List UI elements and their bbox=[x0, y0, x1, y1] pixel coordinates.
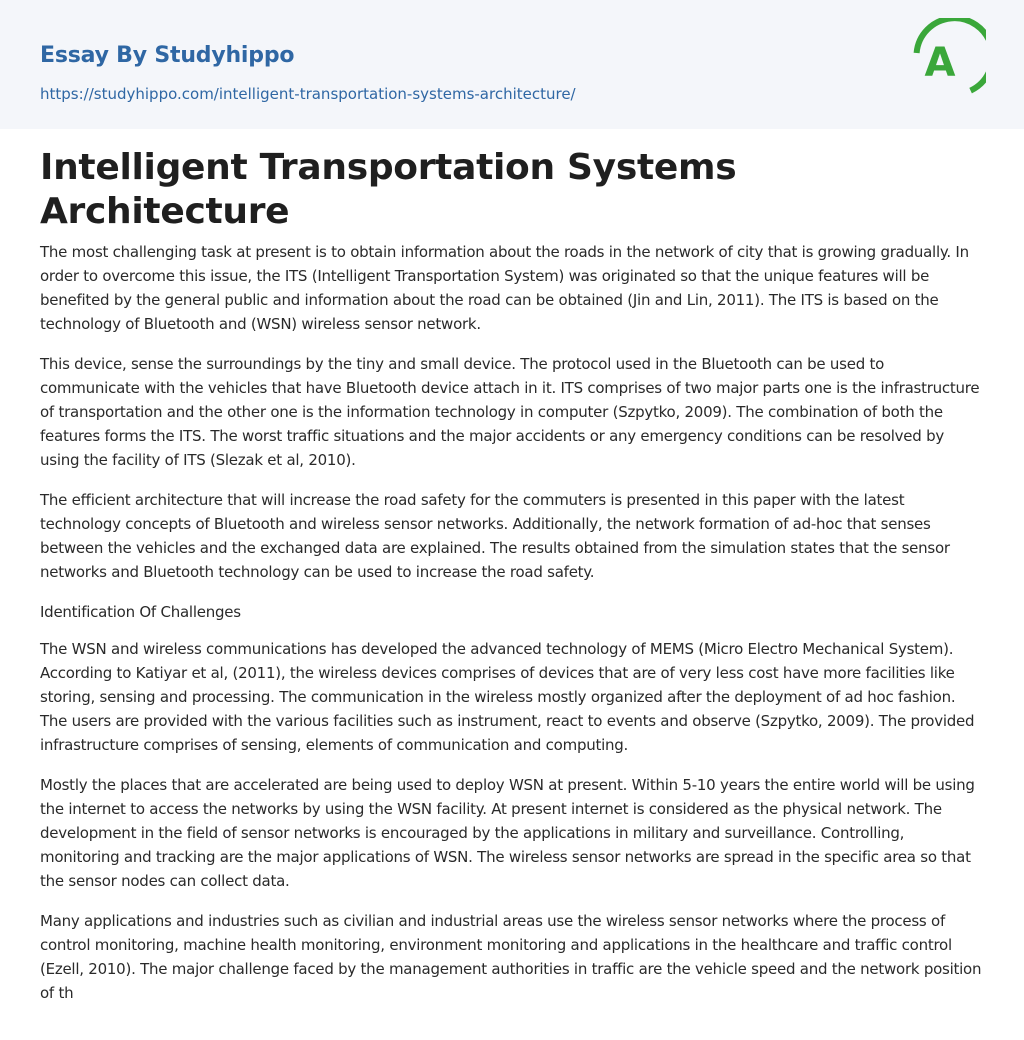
site-brand[interactable]: Essay By Studyhippo bbox=[40, 43, 295, 68]
page-title: Intelligent Transportation Systems Architecture bbox=[40, 147, 737, 232]
article-body bbox=[40, 146, 984, 1021]
site-header bbox=[0, 0, 1024, 129]
paragraph-6: Many applications and industries such as civilian and industrial areas use the wireless sensor networks where the process of control monitoring, machine health monitoring, environment monitoring and applications in the healthcare and traffic control (Ezell, 2010). The major challenge faced by the management authorities in traffic are the vehicle speed and the network position of th bbox=[40, 912, 982, 1002]
paragraph-2: This device, sense the surroundings by the tiny and small device. The protocol used in the Bluetooth can be used to communicate with the vehicles that have Bluetooth device attach in it. ITS comprises of two major parts one is the infrastructure of transportation and the other one is the information technology in computer (Szpytko, 2009). The combination of both the features forms the ITS. The worst traffic situations and the major accidents or any emergency conditions can be resolved by using the facility of ITS (Slezak et al, 2010). bbox=[40, 355, 980, 469]
section-heading: Identification Of Challenges bbox=[40, 603, 241, 621]
paragraph-4: The WSN and wireless communications has developed the advanced technology of MEMS (Micro Electro Mechanical System). According to Katiyar et al, (2011), the wireless devices comprises of devices that are of very less cost have more facilities like storing, sensing and processing. The communication in the wireless mostly organized after the deployment of ad hoc fashion. The users are provided with the various facilities such as instrument, react to events and observe (Szpytko, 2009). The provided infrastructure comprises of sensing, elements of communication and computing. bbox=[40, 640, 975, 754]
studyhippo-logo-icon[interactable] bbox=[912, 18, 986, 106]
source-url-link[interactable]: https://studyhippo.com/intelligent-transportation-systems-architecture/ bbox=[40, 85, 576, 103]
logo-graphic bbox=[912, 18, 986, 106]
logo-letter: A bbox=[924, 40, 956, 86]
paragraph-3: The efficient architecture that will increase the road safety for the commuters is presented in this paper with the latest technology concepts of Bluetooth and wireless sensor networks. Additionally, the network formation of ad-hoc that senses between the vehicles and the exchanged data are explained. The results obtained from the simulation states that the sensor networks and Bluetooth technology can be used to increase the road safety. bbox=[40, 491, 950, 581]
paragraph-5: Mostly the places that are accelerated are being used to deploy WSN at present. Within 5-10 years the entire world will be using the internet to access the networks by using the WSN facility. At present internet is considered as the physical network. The development in the field of sensor networks is encouraged by the applications in military and surveillance. Controlling, monitoring and tracking are the major applications of WSN. The wireless sensor networks are spread in the specific area so that the sensor nodes can collect data. bbox=[40, 776, 975, 890]
paragraph-1: The most challenging task at present is to obtain information about the roads in the network of city that is growing gradually. In order to overcome this issue, the ITS (Intelligent Transportation System) was originated so that the unique features will be benefited by the general public and information about the road can be obtained (Jin and Lin, 2011). The ITS is based on the technology of Bluetooth and (WSN) wireless sensor network. bbox=[40, 243, 969, 333]
